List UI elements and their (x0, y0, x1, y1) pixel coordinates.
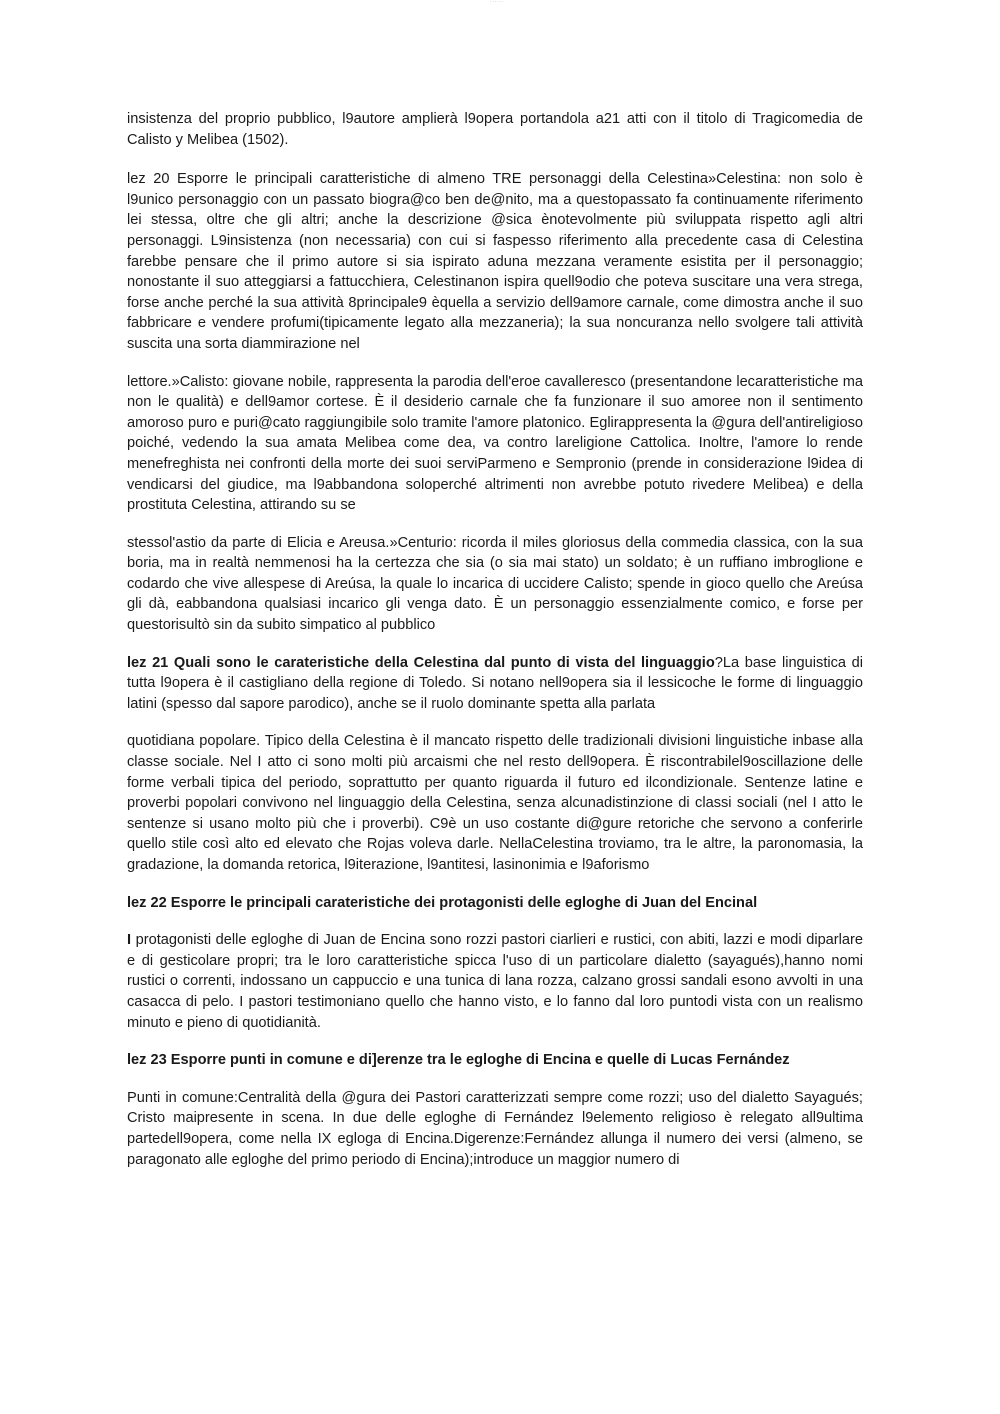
paragraph-lez20-calisto (127, 372, 863, 516)
document-body (127, 109, 863, 1170)
paragraph-lez22-answer (127, 930, 863, 1033)
paragraph-text: protagonisti delle egloghe di Juan de Encina sono rozzi pastori ciarlieri e rustici, con abiti, lazzi e modi diparlare e di gesticolare propri; tra le loro caratteristiche spicca l'uso di un particolare dialetto (sayagués),hanno nomi rustici o correnti, indossano un cappuccio e una tunica di lana rozza, calzano grossi sandali esono avvolti in una casacca di pelo. I pastori testimoniano quello che hanno visto, e lo fanno dal loro puntodi vista con un realismo minuto e pieno di quotidianità. (127, 932, 863, 1031)
paragraph-lez20-centurio (127, 533, 863, 636)
initial-letter: I (127, 932, 132, 949)
question-heading: lez 21 Quali sono le carateristiche della Celestina dal punto di vista del linguaggio (127, 654, 715, 671)
paragraph-lez21 (127, 653, 863, 715)
paragraph-lez20-celestina (127, 169, 863, 354)
heading-lez23 (127, 1050, 863, 1071)
paragraph-text: quotidiana popolare. Tipico della Celestina è il mancato rispetto delle tradizionali divisioni linguistiche inbase alla classe sociale. Nel I atto ci sono molti più arcaismi che nel resto dell9opera. È riscontrabilel9oscillazione delle forme verbali tipica del periodo, soprattutto per quanto riguarda il futuro ed ilcondizionale. Sentenze latine e proverbi popolari convivono nel linguaggio della Celestina, senza alcunadistinzione di classi sociali (nel I atto le sentenze si usano molto più che i proverbi). C9è un uso costante di@gure retoriche che servono a conferirle quello stile così alto ed elevato che Rojas voleva darle. NellaCelestina troviamo, tra le altre, la paronomasia, la gradazione, la domanda retorica, l9iterazione, l9antitesi, lasinonimia e l9aforismo (127, 733, 863, 873)
paragraph-text: ?La base linguistica di tutta l9opera è il castigliano della regione di Toledo. Si notano nell9opera sia il lessicoche le forme di linguaggio latini (spesso dal sapore parodico), anche se il ruolo dominante spetta alla parlata (127, 654, 863, 712)
paragraph-text: lez 20 Esporre le principali caratteristiche di almeno TRE personaggi della Celestina»Celestina: non solo è l9unico personaggio con un passato biogra@co ben de@nito, ma a questopassato fa continuamente riferimento lei stessa, oltre che gli altri; anche la descrizione @sica ènotevolmente più sviluppata rispetto agli altri personaggi. L9insistenza (non necessaria) con cui si faspesso riferimento alla precedente casa di Celestina farebbe pensare che il primo autore si sia ispirato aduna mezzana veramente esistita per il personaggio; nonostante il suo atteggiarsi a fattucchiera, Celestinanon ispira quell9odio che poteva suscitare una vera strega, forse anche perché la sua attività 8principale9 èquella a servizio dell9amore carnale, come dimostra anche il suo fabbricare e vendere profumi(tipicamente legato alla mezzaneria); la sua noncuranza nello svolgere tali attività suscita una sorta diammirazione nel (127, 171, 863, 352)
paragraph-text: Punti in comune:Centralità della @gura dei Pastori caratterizzati sempre come rozzi; uso del dialetto Sayagués; Cristo maipresente in scena. In due delle egloghe di Fernández l9elemento religioso è relegato all9ultima partedell9opera, come nella IX egloga di Encina.Digerenze:Fernández allunga il numero dei versi (almeno, se paragonato alle egloghe del primo periodo di Encina);introduce un maggior numero di (127, 1089, 863, 1168)
header-mark: · · · · · · (490, 0, 504, 4)
paragraph-text: insistenza del proprio pubblico, l9autore amplierà l9opera portandola a21 atti con il titolo di Tragicomedia de Calisto y Melibea (1502). (127, 111, 863, 148)
question-heading: lez 23 Esporre punti in comune e di]erenze tra le egloghe di Encina e quelle di Lucas Fernández (127, 1052, 790, 1069)
paragraph-lez21-continued (127, 731, 863, 875)
paragraph-intro-end (127, 109, 863, 150)
paragraph-text: stessol'astio da parte di Elicia e Areusa.»Centurio: ricorda il miles gloriosus della commedia classica, con la sua boria, ma in realtà nemmenosi ha la certezza che sia (o sia mai stato) un soldato; è un ruffiano imbroglione e codardo che vive allespese di Areúsa, la quale lo incarica di uccidere Calisto; spende in gioco quello che Areúsa gli dà, eabbandona qualsiasi incarico gli venga dato. È un personaggio essenzialmente comico, e forse per questorisultò sin da subito simpatico al pubblico (127, 534, 863, 634)
heading-lez22 (127, 893, 863, 914)
question-heading: lez 22 Esporre le principali carateristiche dei protagonisti delle egloghe di Juan del Encinal (127, 894, 758, 911)
paragraph-lez23-answer (127, 1088, 863, 1170)
paragraph-text: lettore.»Calisto: giovane nobile, rappresenta la parodia dell'eroe cavalleresco (presentandone lecaratteristiche ma non le qualità) e dell9amor cortese. È il desiderio carnale che fa funzionare il suo amoree non il sentimento amoroso puro e puri@cato raggiungibile solo tramite l'amore platonico. Eglirappresenta la @gura dell'antireligioso poiché, vedendo la sua amata Melibea come dea, va contro lareligione Cattolica. Inoltre, l'amore lo rende menefreghista nei confronti della morte dei suoi serviParmeno e Sempronio (prende in considerazione l9idea di vendicarsi del giudice, ma l9abbandona soloperché altrimenti non avrebbe potuto rivedere Melibea) e della prostituta Celestina, attirando su se (127, 373, 863, 514)
